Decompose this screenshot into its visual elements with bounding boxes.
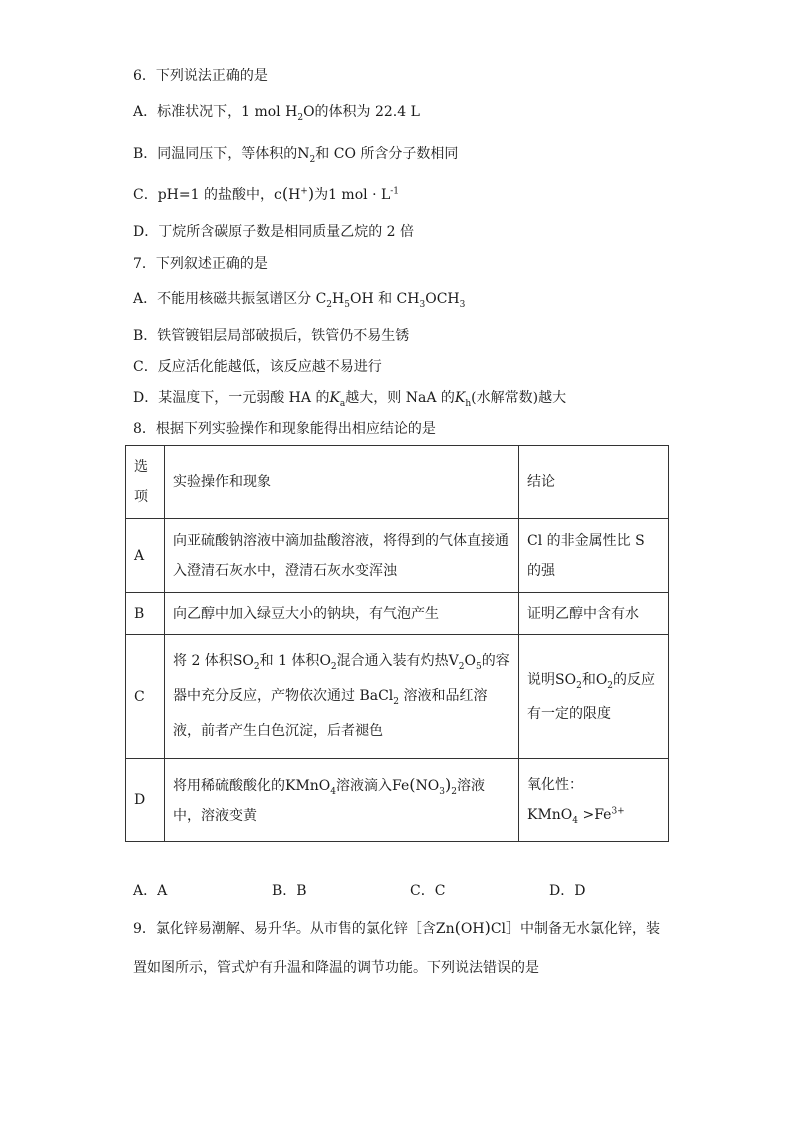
table-row <box>126 759 669 842</box>
q7-option-d: D．某温度下，一元弱酸 HA 的$K_a$越大，则 NaA 的$K_h$(水解常数)越大 <box>133 390 567 409</box>
table-row <box>126 519 669 593</box>
q7-stem: 7．下列叙述正确的是 <box>133 256 268 272</box>
q6-stem: 6．下列说法正确的是 <box>133 68 268 84</box>
q6-option-a: A．标准状况下，1 mol $H_2O$的体积为 22.4 L <box>133 104 420 123</box>
row-a-option: A <box>126 519 165 593</box>
q8-stem: 8．根据下列实验操作和现象能得出相应结论的是 <box>133 421 436 437</box>
row-d-conclusion: 氧化性： KMnO$_4$ $>Fe^{3+}$ <box>519 759 669 842</box>
q8-choices <box>133 881 593 901</box>
q6-option-d: D．丁烷所含碳原子数是相同质量乙烷的 2 倍 <box>133 224 415 240</box>
row-b-conclusion: 证明乙醇中含有水 <box>519 593 669 635</box>
row-a-conclusion: Cl 的非金属性比 S 的强 <box>519 519 669 593</box>
q8-choice-b: B．B <box>272 883 307 899</box>
row-c-conclusion: 说明$SO_2$和$O_2$的反应有一定的限度 <box>519 635 669 759</box>
row-a-operation: 向亚硫酸钠溶液中滴加盐酸溶液，将得到的气体直接通入澄清石灰水中，澄清石灰水变浑浊 <box>165 519 519 593</box>
q8-table <box>125 445 669 842</box>
table-row <box>126 593 669 635</box>
q6-option-c: C．pH=1 的盐酸中，c(H+)为1 mol · $L^{-1}$ <box>133 184 400 203</box>
q8-choice-c: C．C <box>410 883 446 899</box>
table-row <box>126 635 669 759</box>
row-d-option: D <box>126 759 165 842</box>
q7-option-a: A．不能用核磁共振氢谱区分 $C_2H_5OH$ 和 $CH_3OCH_3$ <box>133 291 466 310</box>
q7-option-b: B．铁管镀铝层局部破损后，铁管仍不易生锈 <box>133 328 410 344</box>
row-c-operation: 将 2 体积$SO_2$和 1 体积$O_2$混合通入装有灼热$V_2O_5$的容器中充分反应，产物依次通过 BaCl$_2$ 溶液和品红溶液，前者产生白色沉淀，后者褪色 <box>165 635 519 759</box>
row-d-operation: 将用稀硫酸酸化的KMnO$_4$溶液滴入$Fe(NO_3)_2$溶液中，溶液变黄 <box>165 759 519 842</box>
header-operation: 实验操作和现象 <box>165 446 519 519</box>
table-header-row <box>126 446 669 519</box>
row-b-operation: 向乙醇中加入绿豆大小的钠块，有气泡产生 <box>165 593 519 635</box>
q8-choice-d: D．D <box>549 883 586 899</box>
q7-option-c: C．反应活化能越低，该反应越不易进行 <box>133 359 382 375</box>
q9-stem-line-1: 9．氯化锌易潮解、易升华。从市售的氯化锌［含Zn(OH)Cl］中制备无水氯化锌，装 <box>133 918 661 937</box>
row-b-option: B <box>126 593 165 635</box>
header-option: 选项 <box>126 446 165 519</box>
q8-choice-a: A．A <box>133 883 168 899</box>
q9-stem-line-2: 置如图所示，管式炉有升温和降温的调节功能。下列说法错误的是 <box>133 960 539 976</box>
row-c-option: C <box>126 635 165 759</box>
header-conclusion: 结论 <box>519 446 669 519</box>
q6-option-b: B．同温同压下，等体积的$N_2$和 CO 所含分子数相同 <box>133 146 459 165</box>
